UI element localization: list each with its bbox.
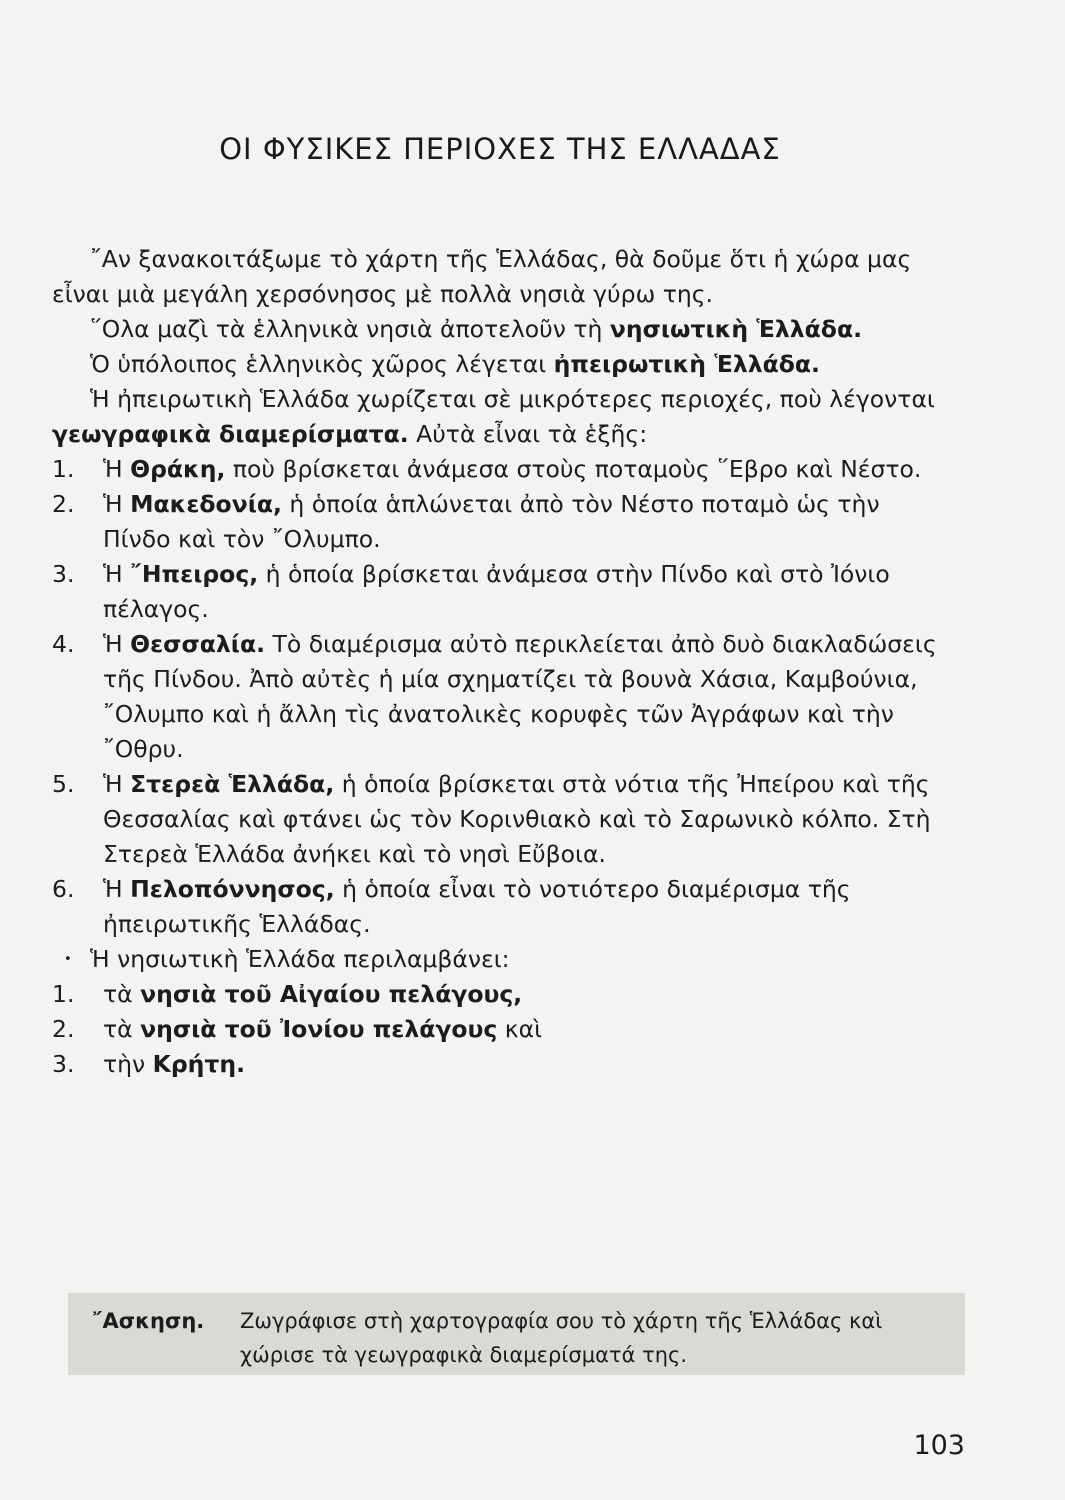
divisions-paragraph: Ἡ ἠπειρωτικὴ Ἑλλάδα χωρίζεται σὲ μικρότερες περιοχές, ποὺ λέγονται γεωγραφικὰ διαμερίσματα. Αὐτὰ εἶναι τὰ ἑξῆς: <box>52 385 935 448</box>
exercise-label: ῎Ασκηση. <box>92 1309 205 1333</box>
list-item: 1. τὰ νησιὰ τοῦ Αἰγαίου πελάγους, <box>52 980 523 1008</box>
list-item: 2. Ἡ Μακεδονία, ἡ ὁποία ἁπλώνεται ἀπὸ τὸν Νέστο ποταμὸ ὡς τὴν Πίνδο καὶ τὸν ῎Ολυμπο. <box>52 490 880 553</box>
page-title: ΟΙ ΦΥΣΙΚΕΣ ΠΕΡΙΟΧΕΣ ΤΗΣ ΕΛΛΑΔΑΣ <box>219 132 781 166</box>
exercise-instructions: Ζωγράφισε στὴ χαρτογραφία σου τὸ χάρτη τῆς Ἑλλάδας καὶ χώρισε τὰ γεωγραφικὰ διαμερίσματά της. <box>240 1309 883 1367</box>
bullet-mark: • <box>64 952 72 967</box>
body-text <box>52 242 952 1082</box>
exercise-text <box>92 1304 952 1372</box>
list-item: 3. τὴν Κρήτη. <box>52 1050 246 1078</box>
list-item: 5. Ἡ Στερεὰ Ἑλλάδα, ἡ ὁποία βρίσκεται στὰ νότια τῆς Ἠπείρου καὶ τῆς Θεσσαλίας καὶ φτάνει ὡς τὸν Κορινθιακὸ καὶ τὸ Σαρωνικὸ κόλπο. Στὴ Στερεὰ Ἑλλάδα ἀνήκει καὶ τὸ νησὶ Εὔβοια. <box>52 770 931 868</box>
regions-list <box>52 452 952 942</box>
islands-intro: • Ἡ νησιωτικὴ Ἑλλάδα περιλαμβάνει: <box>52 942 952 977</box>
list-item: 4. Ἡ Θεσσαλία. Τὸ διαμέρισμα αὐτὸ περικλείεται ἀπὸ δυὸ διακλαδώσεις τῆς Πίνδου. Ἀπὸ αὐτὲς ἡ μία σχηματίζει τὰ βουνὰ Χάσια, Καμβούνια, ῎Ολυμπο καὶ ἡ ἄλλη τὶς ἀνατολικὲς κορυφὲς τῶν Ἀγράφων καὶ τὴν ῎Οθρυ. <box>52 630 937 763</box>
insular-paragraph: ῞Ολα μαζὶ τὰ ἑλληνικὰ νησιὰ ἀποτελοῦν τὴ νησιωτικὴ Ἑλλάδα. <box>90 315 863 343</box>
list-item: 6. Ἡ Πελοπόννησος, ἡ ὁποία εἶναι τὸ νοτιότερο διαμέρισμα τῆς ἠπειρωτικῆς Ἑλλάδας. <box>52 875 851 938</box>
intro-paragraph: ῎Αν ξανακοιτάξωμε τὸ χάρτη τῆς Ἑλλάδας, θὰ δοῦμε ὅτι ἡ χώρα μας εἶναι μιὰ μεγάλη χερσόνησος μὲ πολλὰ νησιὰ γύρω της. <box>52 245 912 308</box>
islands-list <box>52 977 952 1082</box>
list-item: 3. Ἡ ῎Ηπειρος, ἡ ὁποία βρίσκεται ἀνάμεσα στὴν Πίνδο καὶ στὸ Ἰόνιο πέλαγος. <box>52 560 890 623</box>
list-item: 2. τὰ νησιὰ τοῦ Ἰονίου πελάγους καὶ <box>52 1015 543 1043</box>
mainland-paragraph: Ὁ ὑπόλοιπος ἑλληνικὸς χῶρος λέγεται ἠπειρωτικὴ Ἑλλάδα. <box>90 350 820 378</box>
page-number: 103 <box>913 1430 965 1461</box>
list-item: 1. Ἡ Θράκη, ποὺ βρίσκεται ἀνάμεσα στοὺς ποταμοὺς ῞Εβρο καὶ Νέστο. <box>52 455 922 483</box>
